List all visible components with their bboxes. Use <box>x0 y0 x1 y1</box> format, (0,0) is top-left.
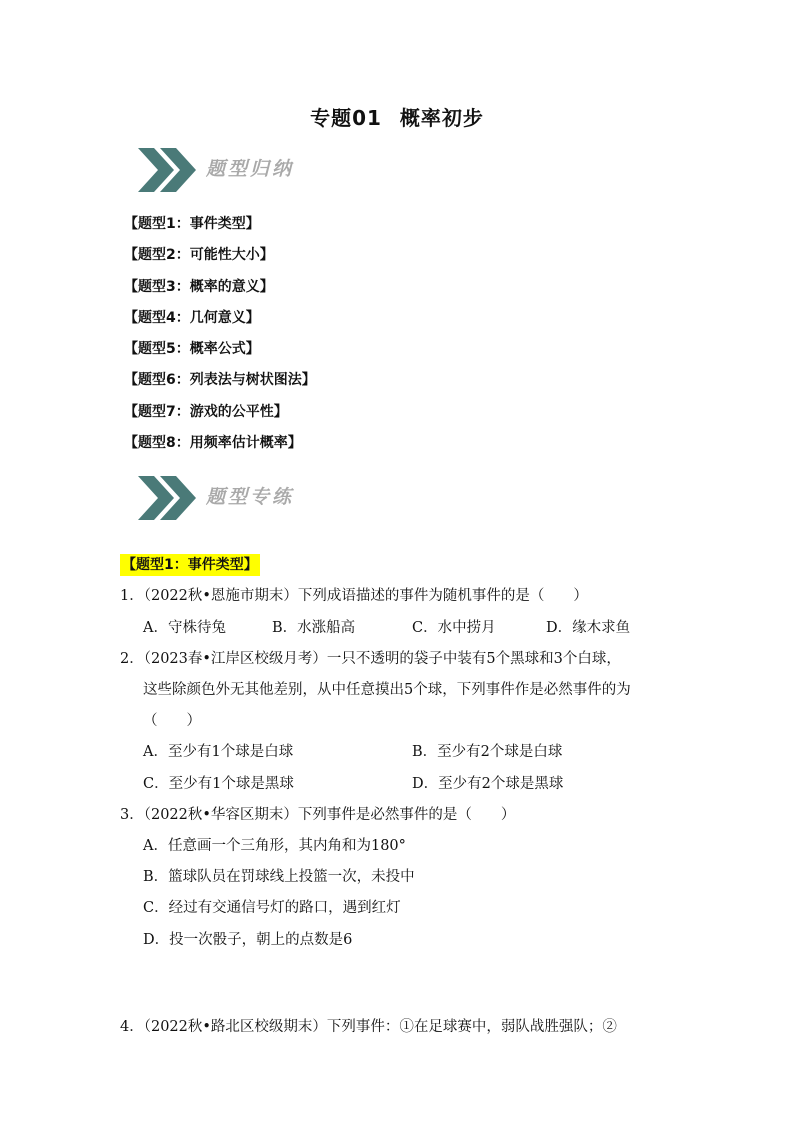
title-code: 专题01 <box>310 106 382 130</box>
list-item: 【题型3：概率的意义】 <box>124 278 274 295</box>
list-item: 【题型6：列表法与树状图法】 <box>124 372 316 389</box>
q2-option-b: B．至少有2个球是白球 <box>412 744 563 760</box>
question-type-list <box>124 213 316 463</box>
double-chevron-icon <box>134 470 204 526</box>
summary-banner-label: 题型归纳 <box>206 158 295 180</box>
list-item: 【题型1：事件类型】 <box>124 216 260 232</box>
question-3-stem: 3．（2022秋•华容区期末）下列事件是必然事件的是（ ） <box>120 807 516 823</box>
q3-option-d: D．投一次骰子，朝上的点数是6 <box>143 932 353 948</box>
question-2-stem-line2: 这些除颜色外无其他差别，从中任意摸出5个球，下列事件作是必然事件的为 <box>143 682 631 698</box>
list-item: 【题型7：游戏的公平性】 <box>124 403 288 420</box>
q1-option-c: C．水中捞月 <box>412 620 496 636</box>
summary-banner <box>134 142 334 198</box>
double-chevron-icon <box>134 142 204 198</box>
practice-banner-label: 题型专练 <box>206 486 295 508</box>
page-title <box>0 102 794 131</box>
section-heading: 【题型1：事件类型】 <box>120 554 260 576</box>
q3-option-b: B．篮球队员在罚球线上投篮一次，未投中 <box>143 869 415 885</box>
list-item: 【题型5：概率公式】 <box>124 341 260 358</box>
list-item: 【题型2：可能性大小】 <box>124 247 274 264</box>
q3-option-a: A．任意画一个三角形，其内角和为180° <box>143 838 406 854</box>
title-name: 概率初步 <box>399 106 484 130</box>
q1-option-b: B．水涨船高 <box>272 620 356 636</box>
q3-option-c: C．经过有交通信号灯的路口，遇到红灯 <box>143 900 401 916</box>
practice-banner <box>134 470 334 526</box>
q2-option-a: A．至少有1个球是白球 <box>143 744 294 760</box>
question-2-stem-line3: （ ） <box>143 713 201 729</box>
list-item: 【题型4：几何意义】 <box>124 309 260 326</box>
q2-option-c: C．至少有1个球是黑球 <box>143 776 294 792</box>
list-item: 【题型8：用频率估计概率】 <box>124 435 302 452</box>
question-2-stem-line1: 2．（2023春•江岸区校级月考）一只不透明的袋子中装有5个黑球和3个白球， <box>120 651 621 667</box>
q1-option-a: A．守株待兔 <box>143 620 226 636</box>
q2-option-d: D．至少有2个球是黑球 <box>412 776 564 792</box>
question-4-stem: 4．（2022秋•路北区校级期末）下列事件：①在足球赛中，弱队战胜强队；② <box>120 1019 617 1035</box>
q1-option-d: D．缘木求鱼 <box>546 620 631 636</box>
question-1-stem: 1．（2022秋•恩施市期末）下列成语描述的事件为随机事件的是（ ） <box>120 588 588 604</box>
